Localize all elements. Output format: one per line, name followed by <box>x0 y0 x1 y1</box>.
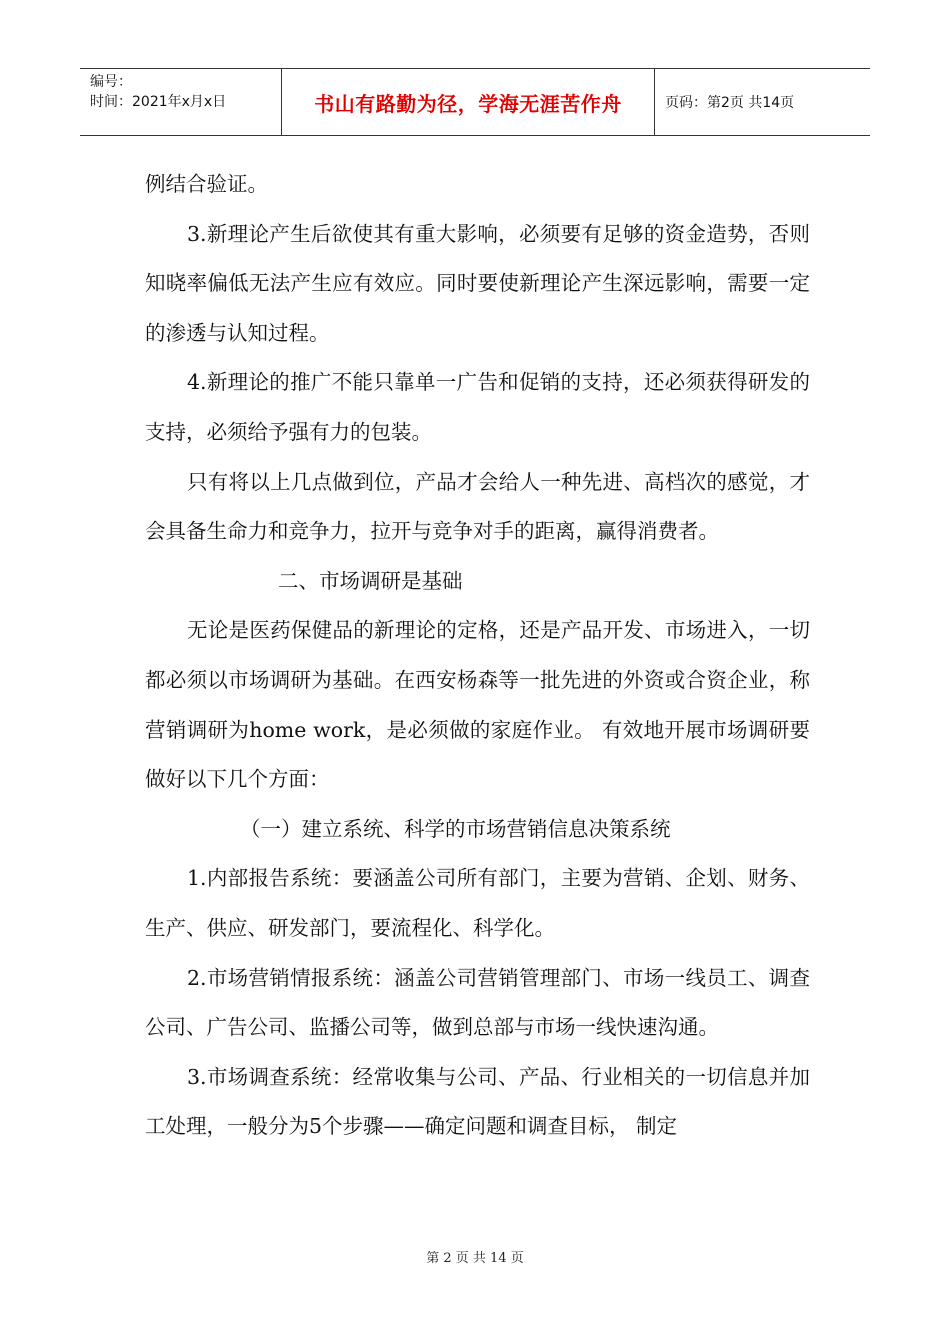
header-meta <box>80 69 282 135</box>
subsection-heading: （一）建立系统、科学的市场营销信息决策系统 <box>240 816 671 841</box>
header-page-info: 页码：第2页 共14页 <box>665 95 795 111</box>
page-header <box>80 68 870 136</box>
paragraph: 无论是医药保健品的新理论的定格，还是产品开发、市场进入，一切都必须以市场调研为基础。在西安杨森等一批先进的外资或合资企业，称营销调研为home work，是必须做的家庭作业。 有效地开展市场调研要做好以下几个方面： <box>145 618 810 792</box>
document-time-label: 时间：2021年x月x日 <box>90 94 227 110</box>
header-motto-cell <box>282 69 655 135</box>
paragraph: 只有将以上几点做到位，产品才会给人一种先进、高档次的感觉，才会具备生命力和竞争力，拉开与竞争对手的距离，赢得消费者。 <box>145 469 810 544</box>
document-number-label: 编号： <box>90 74 132 90</box>
paragraph: 3.市场调查系统：经常收集与公司、产品、行业相关的一切信息并加工处理，一般分为5个步骤——确定问题和调查目标， 制定 <box>145 1064 810 1139</box>
paragraph: 3.新理论产生后欲使其有重大影响，必须要有足够的资金造势，否则知晓率偏低无法产生应有效应。同时要使新理论产生深远影响，需要一定的渗透与认知过程。 <box>145 221 810 345</box>
paragraph: 2.市场营销情报系统：涵盖公司营销管理部门、市场一线员工、调查公司、广告公司、监播公司等，做到总部与市场一线快速沟通。 <box>145 965 810 1040</box>
paragraph: 例结合验证。 <box>145 172 268 196</box>
paragraph: 4.新理论的推广不能只靠单一广告和促销的支持，还必须获得研发的支持，必须给予强有力的包装。 <box>145 370 810 444</box>
document-body <box>145 160 810 1152</box>
header-motto: 书山有路勤为径，学海无涯苦作舟 <box>314 91 622 116</box>
section-heading: 二、市场调研是基础 <box>278 568 463 593</box>
page-footer: 第 2 页 共 14 页 <box>426 1251 524 1266</box>
paragraph: 1.内部报告系统：要涵盖公司所有部门，主要为营销、企划、财务、生产、供应、研发部门，要流程化、科学化。 <box>145 866 810 940</box>
